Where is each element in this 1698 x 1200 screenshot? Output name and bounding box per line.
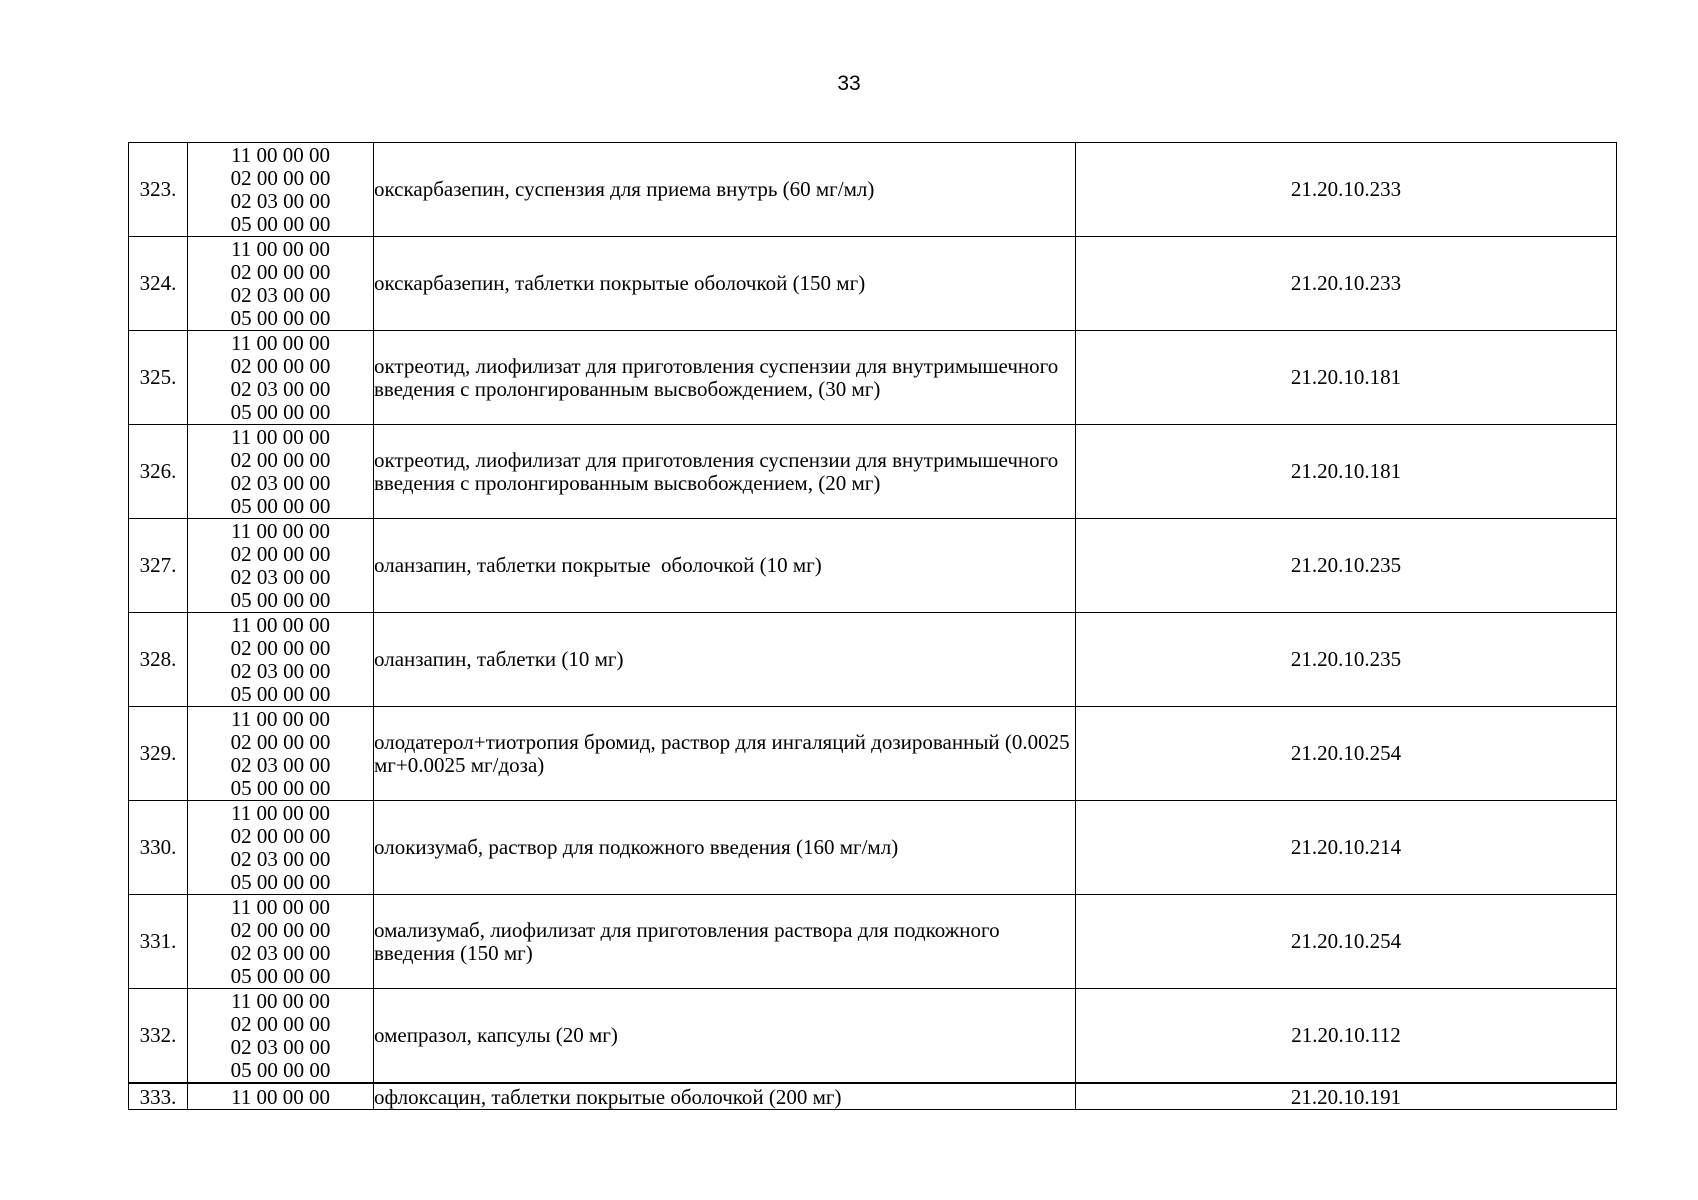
row-number: 323. bbox=[129, 143, 188, 237]
row-number: 331. bbox=[129, 895, 188, 989]
table-row bbox=[129, 1083, 1617, 1110]
okpd-code: 21.20.10.235 bbox=[1076, 613, 1617, 707]
territory-code: 11 00 00 00 bbox=[231, 142, 330, 167]
territory-code: 02 00 00 00 bbox=[230, 635, 331, 660]
territory-code: 11 00 00 00 bbox=[231, 800, 330, 825]
drug-name: офлоксацин, таблетки покрытые оболочкой (200 мг) bbox=[374, 1083, 1076, 1110]
drug-name: олокизумаб, раствор для подкожного введения (160 мг/мл) bbox=[374, 801, 1076, 895]
row-number: 325. bbox=[129, 331, 188, 425]
territory-code: 02 00 00 00 bbox=[230, 447, 331, 472]
territory-code: 11 00 00 00 bbox=[231, 612, 330, 637]
territory-code: 02 00 00 00 bbox=[230, 541, 331, 566]
table-row bbox=[129, 707, 1617, 801]
table-row bbox=[129, 801, 1617, 895]
row-number: 327. bbox=[129, 519, 188, 613]
territory-code: 05 00 00 00 bbox=[230, 963, 331, 988]
drug-name: оланзапин, таблетки (10 мг) bbox=[374, 613, 1076, 707]
territory-code: 02 00 00 00 bbox=[230, 823, 331, 848]
territory-code: 02 03 00 00 bbox=[230, 752, 331, 777]
territory-code: 02 00 00 00 bbox=[230, 917, 331, 942]
territory-code: 05 00 00 00 bbox=[230, 493, 331, 518]
territory-codes bbox=[188, 237, 374, 331]
drug-name: омепразол, капсулы (20 мг) bbox=[374, 989, 1076, 1084]
drug-name: октреотид, лиофилизат для приготовления суспензии для внутримышечного введения с пролонгированным высвобождением, (20 мг) bbox=[374, 425, 1076, 519]
okpd-code: 21.20.10.233 bbox=[1076, 237, 1617, 331]
territory-code: 11 00 00 00 bbox=[231, 1084, 330, 1109]
table-row bbox=[129, 237, 1617, 331]
territory-codes bbox=[188, 1083, 374, 1110]
territory-codes bbox=[188, 895, 374, 989]
territory-code: 02 03 00 00 bbox=[230, 1034, 331, 1059]
territory-code: 05 00 00 00 bbox=[230, 211, 331, 236]
row-number: 333. bbox=[129, 1083, 188, 1110]
table-row bbox=[129, 895, 1617, 989]
territory-code: 02 03 00 00 bbox=[230, 376, 331, 401]
territory-codes bbox=[188, 425, 374, 519]
territory-codes bbox=[188, 143, 374, 237]
territory-code: 02 00 00 00 bbox=[230, 353, 331, 378]
okpd-code: 21.20.10.181 bbox=[1076, 425, 1617, 519]
drug-registry-table bbox=[128, 142, 1617, 1110]
territory-code: 11 00 00 00 bbox=[231, 330, 330, 355]
territory-code: 05 00 00 00 bbox=[230, 587, 331, 612]
table-row bbox=[129, 143, 1617, 237]
territory-codes bbox=[188, 989, 374, 1084]
table-row bbox=[129, 613, 1617, 707]
territory-codes bbox=[188, 707, 374, 801]
territory-code: 11 00 00 00 bbox=[231, 706, 330, 731]
row-number: 332. bbox=[129, 989, 188, 1084]
okpd-code: 21.20.10.233 bbox=[1076, 143, 1617, 237]
row-number: 328. bbox=[129, 613, 188, 707]
territory-codes bbox=[188, 331, 374, 425]
territory-codes bbox=[188, 801, 374, 895]
territory-code: 05 00 00 00 bbox=[230, 1057, 331, 1082]
territory-code: 02 00 00 00 bbox=[230, 259, 331, 284]
territory-code: 05 00 00 00 bbox=[230, 305, 331, 330]
territory-code: 02 03 00 00 bbox=[230, 658, 331, 683]
drug-name: олодатерол+тиотропия бромид, раствор для ингаляций дозированный (0.0025 мг+0.0025 мг/доза) bbox=[374, 707, 1076, 801]
okpd-code: 21.20.10.181 bbox=[1076, 331, 1617, 425]
drug-name: окскарбазепин, суспензия для приема внутрь (60 мг/мл) bbox=[374, 143, 1076, 237]
territory-code: 05 00 00 00 bbox=[230, 775, 331, 800]
okpd-code: 21.20.10.191 bbox=[1076, 1083, 1617, 1110]
territory-code: 02 03 00 00 bbox=[230, 188, 331, 213]
territory-code: 02 03 00 00 bbox=[230, 564, 331, 589]
territory-code: 02 03 00 00 bbox=[230, 282, 331, 307]
okpd-code: 21.20.10.254 bbox=[1076, 707, 1617, 801]
territory-code: 02 00 00 00 bbox=[230, 165, 331, 190]
row-number: 324. bbox=[129, 237, 188, 331]
drug-name: окскарбазепин, таблетки покрытые оболочкой (150 мг) bbox=[374, 237, 1076, 331]
okpd-code: 21.20.10.112 bbox=[1076, 989, 1617, 1084]
territory-code: 02 00 00 00 bbox=[230, 1011, 331, 1036]
territory-code: 02 03 00 00 bbox=[230, 846, 331, 871]
row-number: 329. bbox=[129, 707, 188, 801]
territory-code: 11 00 00 00 bbox=[231, 894, 330, 919]
territory-code: 11 00 00 00 bbox=[231, 424, 330, 449]
drug-name: оланзапин, таблетки покрытые оболочкой (10 мг) bbox=[374, 519, 1076, 613]
territory-code: 05 00 00 00 bbox=[230, 869, 331, 894]
okpd-code: 21.20.10.254 bbox=[1076, 895, 1617, 989]
territory-code: 11 00 00 00 bbox=[231, 988, 330, 1013]
table-row bbox=[129, 989, 1617, 1084]
territory-code: 02 00 00 00 bbox=[230, 729, 331, 754]
table-row bbox=[129, 331, 1617, 425]
territory-code: 02 03 00 00 bbox=[230, 470, 331, 495]
okpd-code: 21.20.10.235 bbox=[1076, 519, 1617, 613]
territory-code: 11 00 00 00 bbox=[231, 518, 330, 543]
territory-codes bbox=[188, 613, 374, 707]
drug-name: омализумаб, лиофилизат для приготовления раствора для подкожного введения (150 мг) bbox=[374, 895, 1076, 989]
territory-code: 02 03 00 00 bbox=[230, 940, 331, 965]
page-number: 33 bbox=[837, 72, 861, 95]
territory-code: 05 00 00 00 bbox=[230, 399, 331, 424]
row-number: 326. bbox=[129, 425, 188, 519]
drug-name: октреотид, лиофилизат для приготовления суспензии для внутримышечного введения с пролонгированным высвобождением, (30 мг) bbox=[374, 331, 1076, 425]
territory-code: 11 00 00 00 bbox=[231, 236, 330, 261]
table-row bbox=[129, 519, 1617, 613]
row-number: 330. bbox=[129, 801, 188, 895]
okpd-code: 21.20.10.214 bbox=[1076, 801, 1617, 895]
table-row bbox=[129, 425, 1617, 519]
territory-code: 05 00 00 00 bbox=[230, 681, 331, 706]
territory-codes bbox=[188, 519, 374, 613]
